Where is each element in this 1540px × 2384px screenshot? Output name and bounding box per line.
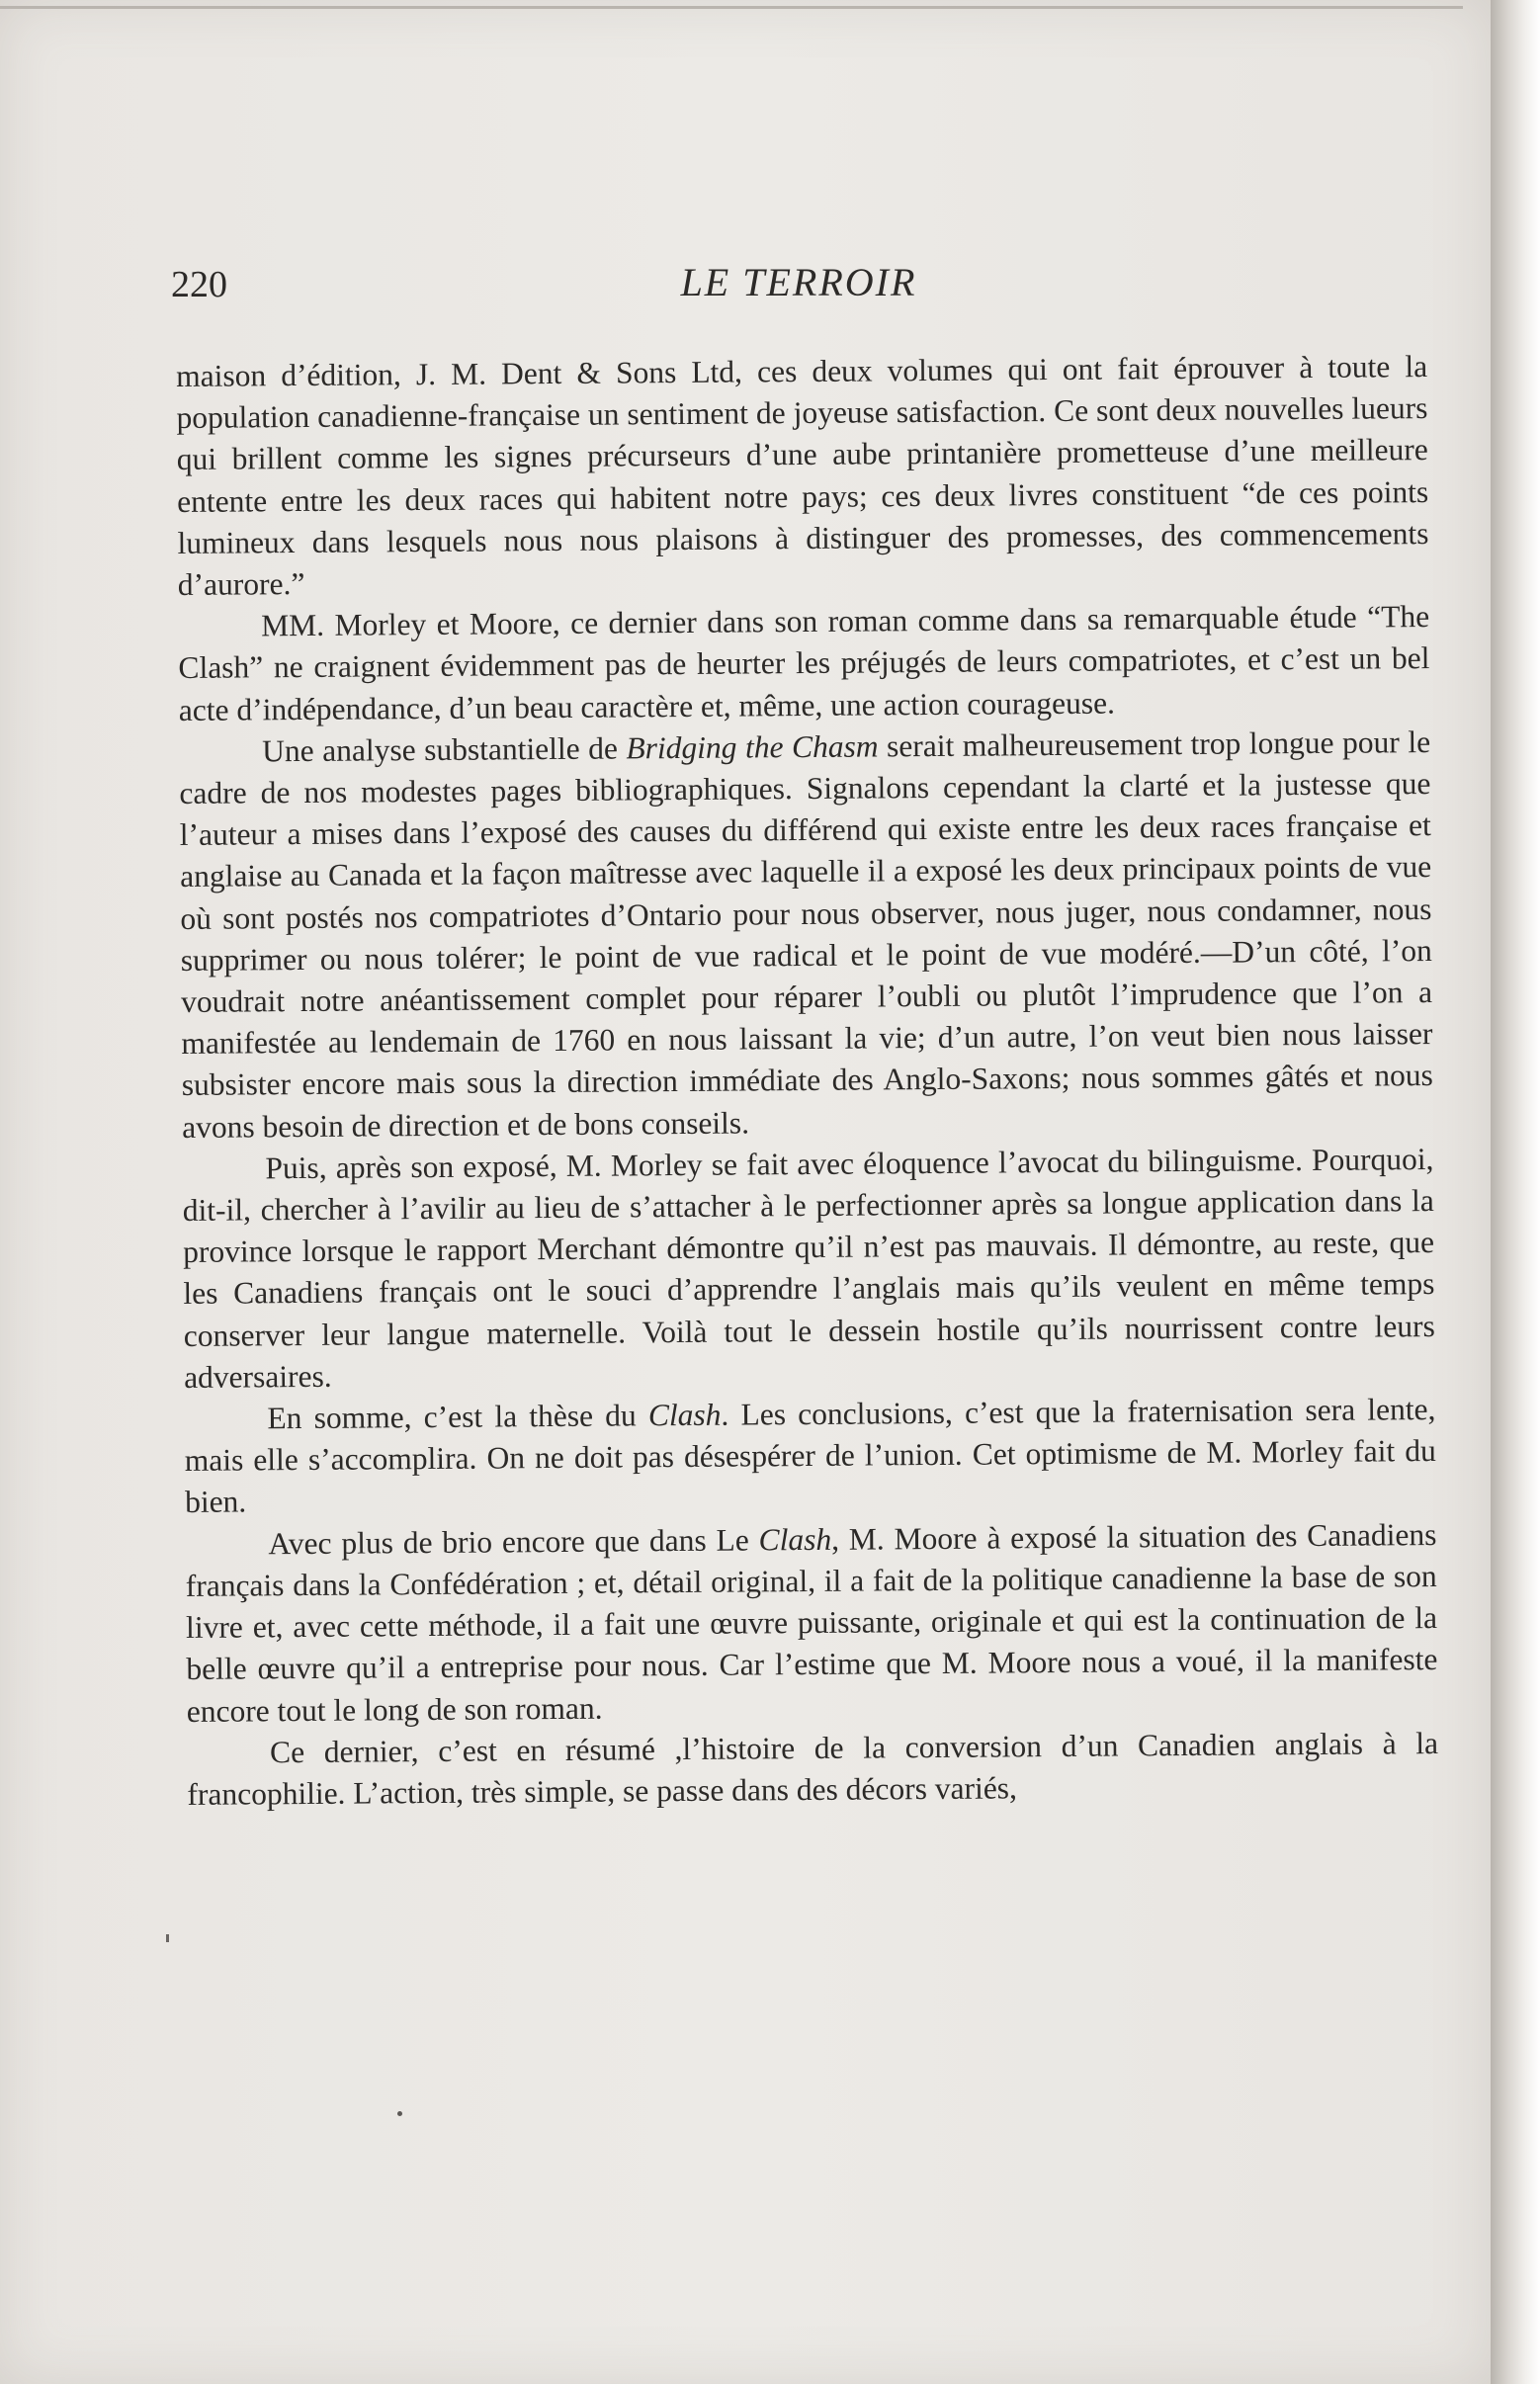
text-run: Avec plus de brio encore que dans Le	[268, 1522, 759, 1561]
italic-title: Bridging the Chasm	[626, 728, 879, 766]
page-edge	[1491, 0, 1540, 2384]
text-run: Puis, après son exposé, M. Morley se fait avec éloquence l’avocat du bilinguisme. Pourquoi, dit-il, chercher à l’avilir au lieu de s’attacher à le perfectionner après sa longue application dans la province lorsque le rapport Merchant démontre qu’il n’est pas mauvais. Il démontre, au reste, que les Canadiens français ont le souci d’apprendre l’anglais mais qu’ils veulent en même temps conserver leur langue maternelle. Voilà tout le dessein hostile qu’ils nourrissent contre leurs adversaires.	[182, 1141, 1435, 1395]
ink-speck	[397, 2111, 402, 2116]
text-run: , M. Moore à exposé la situation des Canadiens français dans la Confédération ; et, détail original, il a fait de la politique canadienne la base de son livre et, avec cette méthode, il a fait une œuvre puissante, originale et qui est la continuation de la belle œuvre qu’il a entreprise pour nous. Car l’estime que M. Moore nous a voué, il la manifeste encore tout le long de son roman.	[185, 1516, 1438, 1729]
text-run: Ce dernier, c’est en résumé ,l’histoire de la conversion d’un Canadien anglais à la francophilie. L’action, très simple, se passe dans des décors variés,	[187, 1725, 1439, 1812]
italic-title: Clash	[758, 1521, 832, 1558]
text-run: Une analyse substantielle de	[262, 730, 627, 769]
paragraph-p2	[178, 596, 1430, 731]
text-run: En somme, c’est la thèse du	[267, 1398, 649, 1436]
top-rule	[0, 6, 1463, 9]
paragraph-p7	[187, 1723, 1439, 1816]
text-run: maison d’édition, J. M. Dent & Sons Ltd, ces deux volumes qui ont fait éprouver à toute la population canadienne-française un sentiment de joyeuse satisfaction. Ce sont deux nouvelles lueurs qui brillent comme les signes précurseurs d’une aube printanière prometteuse d’une meilleure entente entre les deux races qui habitent notre pays; ces deux livres constituent “de ces points lumineux dans lesquels nous nous plaisons à distinguer des promesses, des commencements d’aurore.”	[176, 349, 1429, 603]
paragraph-p5	[184, 1389, 1436, 1524]
body-text	[176, 346, 1439, 1816]
text-run: . Les conclusions, c’est que la fraternisation sera lente, mais elle s’accomplira. On ne doit pas désespérer de l’union. Cet optimisme de M. Morley fait du bien.	[184, 1392, 1436, 1520]
journal-title: LE TERROIR	[680, 260, 917, 304]
paragraph-p6	[185, 1514, 1438, 1733]
text-run: MM. Morley et Moore, ce dernier dans son roman comme dans sa remarquable étude “The Clash” ne craignent évidemment pas de heurter les préjugés de leurs compatriotes, et c’est un bel acte d’indépendance, d’un beau caractère et, même, une action courageuse.	[178, 599, 1430, 727]
italic-title: Clash	[647, 1397, 722, 1433]
page-number: 220	[171, 264, 227, 305]
ink-speck	[166, 1934, 169, 1942]
paragraph-p3	[179, 722, 1433, 1149]
running-head	[171, 259, 1426, 308]
paragraph-p4	[182, 1139, 1435, 1399]
paragraph-p1	[176, 346, 1429, 606]
text-run: serait malheureusement trop longue pour le cadre de nos modestes pages bibliographiques. Signalons cependant la clarté et la justesse que l’auteur a mises dans l’exposé des causes du différend qui existe entre les deux races française et anglaise au Canada et la façon maîtresse avec laquelle il a exposé les deux principaux points de vue où sont postés nos compatriotes d’Ontario pour nous observer, nous juger, nous condamner, nous supprimer ou nous tolérer; le point de vue radical et le point de vue modéré.—D’un côté, l’on voudrait notre anéantissement complet pour réparer l’oubli ou plutôt l’imprudence que l’on a manifestée au lendemain de 1760 en nous laissant la vie; d’un autre, l’on veut bien nous laisser subsister encore mais sous la direction immédiate des Anglo-Saxons; nous sommes gâtés et nous avons besoin de direction et de bons conseils.	[179, 724, 1433, 1145]
